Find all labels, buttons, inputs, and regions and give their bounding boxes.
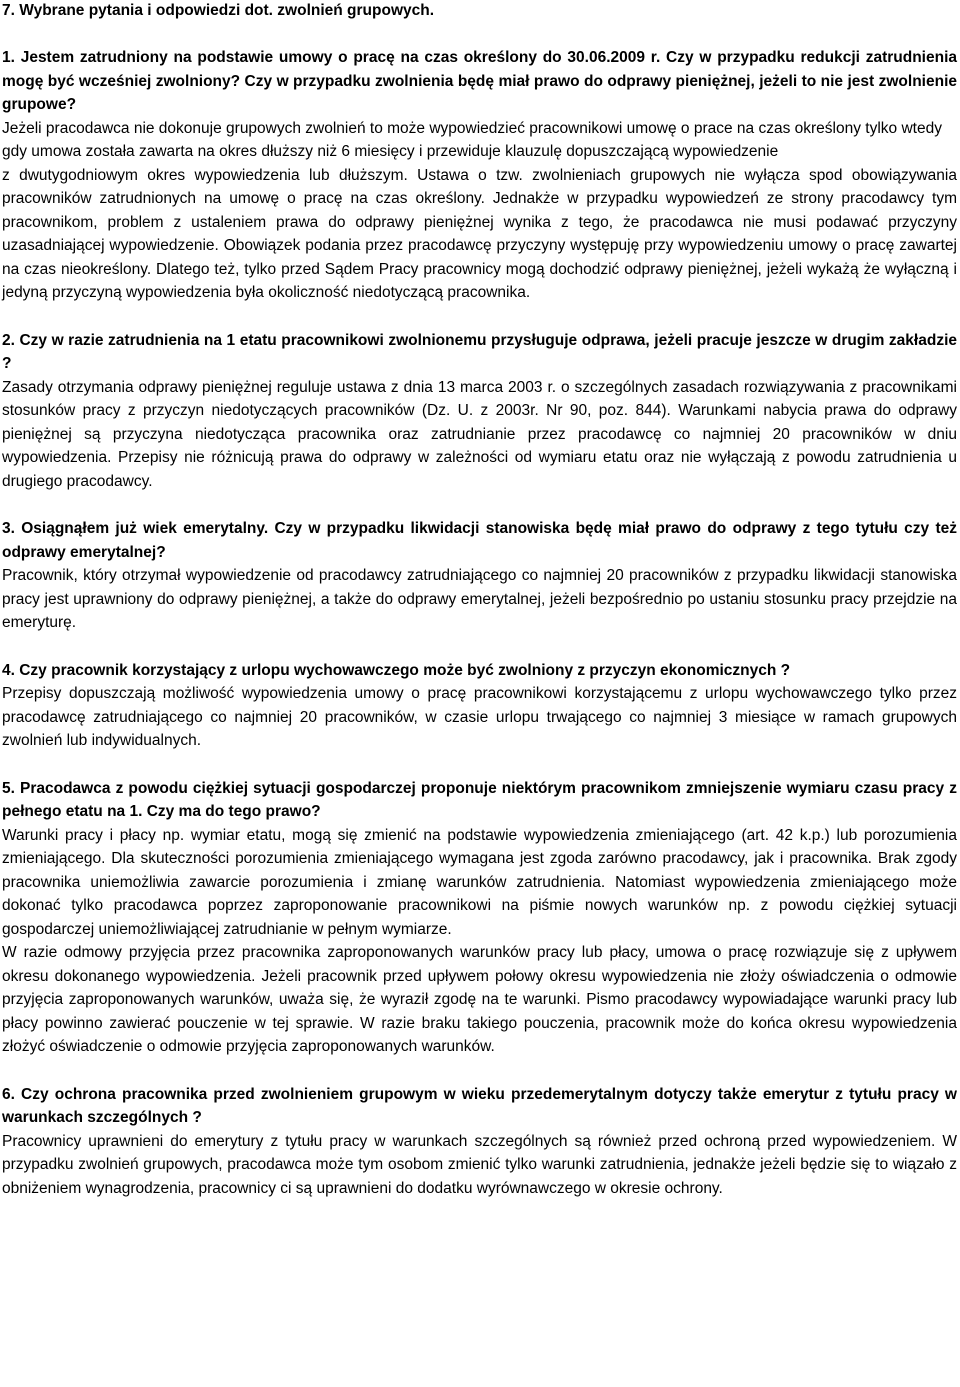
question-3: 3. Osiągnąłem już wiek emerytalny. Czy w przypadku likwidacji stanowiska będę miał prawo do odprawy z tego tytułu czy też odprawy emerytalnej? — [2, 520, 957, 561]
answer-2: Zasady otrzymania odprawy pieniężnej reguluje ustawa z dnia 13 marca 2003 r. o szczególnych zasadach rozwiązywania z pracownikami stosunków pracy z przyczyn niedotyczących pracowników (Dz. U. z 2003r. Nr 90, poz. 844). Warunkami nabycia prawa do odprawy pieniężnej są przyczyna niedotycząca pracownika oraz zatrudnianie przez pracodawcę co najmniej 20 pracowników w dniu wypowiedzenia. Przepisy nie różnicują prawa do odprawy w zależności od wymiaru etatu oraz nie wyłączają z powodu zatrudnienia u drugiego pracodawcy. — [2, 378, 957, 490]
qa-item-1 — [2, 46, 957, 305]
qa-item-6 — [2, 1083, 957, 1201]
answer-6: Pracownicy uprawnieni do emerytury z tytułu pracy w warunkach szczególnych są również przed ochroną przed wypowiedzeniem. W przypadku zwolnień grupowych, pracodawca może tym osobom zmienić tylko warunki zatrudnienia, jednakże jeżeli będzie się to wiązało z obniżeniem wynagrodzenia, pracownicy ci są uprawnieni do dodatku wyrównawczego w okresie ochrony. — [2, 1132, 957, 1197]
qa-item-4 — [2, 659, 957, 753]
qa-item-2 — [2, 329, 957, 494]
answer-1-paragraph-2: z dwutygodniowym okres wypowiedzenia lub dłuższym. Ustawa o tzw. zwolnieniach grupowych nie wyłącza spod obowiązywania pracowników zatrudnionych na umowę o pracę na czas określony. Jednakże w przypadku wypowiedzeń ze strony pracodawcy tym pracownikom, problem z ustaleniem prawa do odprawy pieniężnej wynika z tego, że pracodawca nie musi podawać przyczyny uzasadniającej wypowiedzenie. Obowiązek podania przez pracodawcę przyczyny występuję przy wypowiedzeniu umowy o pracę zawartej na czas nieokreślony. Dlatego też, tylko przed Sądem Pracy pracownicy mogą dochodzić odprawy pieniężnej, jeżeli wykażą że wyłączną i jedyną przyczyną wypowiedzenia była okoliczność niedotyczącą pracownika. — [2, 166, 957, 301]
answer-1-paragraph-1: Jeżeli pracodawca nie dokonuje grupowych zwolnień to może wypowiedzieć pracownikowi umowę o prace na czas określony tylko wtedy gdy umowa została zawarta na okres dłuższy niż 6 miesięcy i przewiduje klauzulę dopuszczającą wypowiedzenie — [2, 119, 942, 160]
question-2: 2. Czy w razie zatrudnienia na 1 etatu pracownikowi zwolnionemu przysługuje odprawa, jeżeli pracuje jeszcze w drugim zakładzie ? — [2, 331, 957, 372]
question-1: 1. Jestem zatrudniony na podstawie umowy o pracę na czas określony do 30.06.2009 r. Czy w przypadku redukcji zatrudnienia mogę być wcześniej zwolniony? Czy w przypadku zwolnienia będę miał prawo do odprawy pieniężnej, jeżeli to nie jest zwolnienie grupowe? — [2, 49, 957, 113]
answer-3: Pracownik, który otrzymał wypowiedzenie od pracodawcy zatrudniającego co najmniej 20 pracowników z przypadku likwidacji stanowiska pracy jest uprawniony do odprawy pieniężnej, a także do odprawy emerytalnej, jeżeli bezpośrednio po ustaniu stosunku pracy przejdzie na emeryturę. — [2, 567, 957, 631]
document-title: 7. Wybrane pytania i odpowiedzi dot. zwolnień grupowych. — [2, 2, 435, 19]
question-4: 4. Czy pracownik korzystający z urlopu wychowawczego może być zwolniony z przyczyn ekonomicznych ? — [2, 661, 791, 679]
qa-item-5 — [2, 777, 957, 1059]
answer-5-paragraph-1: Warunki pracy i płacy np. wymiar etatu, mogą się zmienić na podstawie wypowiedzenia zmieniającego (art. 42 k.p.) lub porozumienia zmieniającego. Dla skuteczności porozumienia zmieniającego wymagana jest zgoda zarówno pracodawcy, jak i pracownika. Brak zgody pracownika uniemożliwia zawarcie porozumienia i zmianę warunków zatrudnienia. Natomiast wypowiedzenia zmieniającego może dokonać tylko pracodawca poprzez zaproponowanie pracownikowi na piśmie nowych warunków np. z powodu ciężkiej sytuacji gospodarczej uniemożliwiającej zatrudnianie w pełnym wymiarze. — [2, 826, 957, 938]
question-6: 6. Czy ochrona pracownika przed zwolnieniem grupowym w wieku przedemerytalnym dotyczy także emerytur z tytułu pracy w warunkach szczególnych ? — [2, 1085, 957, 1126]
question-5: 5. Pracodawca z powodu ciężkiej sytuacji gospodarczej proponuje niektórym pracownikom zmniejszenie wymiaru czasu pracy z pełnego etatu na 1. Czy ma do tego prawo? — [2, 779, 957, 820]
answer-5-paragraph-2: W razie odmowy przyjęcia przez pracownika zaproponowanych warunków pracy lub płacy, umowa o pracę rozwiązuje się z upływem okresu dokonanego wypowiedzenia. Jeżeli pracownik przed upływem połowy okresu wypowiedzenia nie złoży oświadczenia o odmowie przyjęcia zaproponowanych warunków, uważa się, że wyraził zgodę na te warunki. Pismo pracodawcy wypowiadające warunki pracy lub płacy powinno zawierać pouczenie w tej sprawie. W razie braku takiego pouczenia, pracownik może do końca okresu wypowiedzenia złożyć oświadczenie o odmowie przyjęcia zaproponowanych warunków. — [2, 944, 957, 1055]
qa-item-3 — [2, 517, 957, 635]
answer-4: Przepisy dopuszczają możliwość wypowiedzenia umowy o pracę pracownikowi korzystającemu z urlopu wychowawczego tylko przez pracodawcę zatrudniającego co najmniej 20 pracowników, w czasie urlopu trwającego co najmniej 3 miesiące w ramach grupowych zwolnień lub indywidualnych. — [2, 685, 957, 749]
